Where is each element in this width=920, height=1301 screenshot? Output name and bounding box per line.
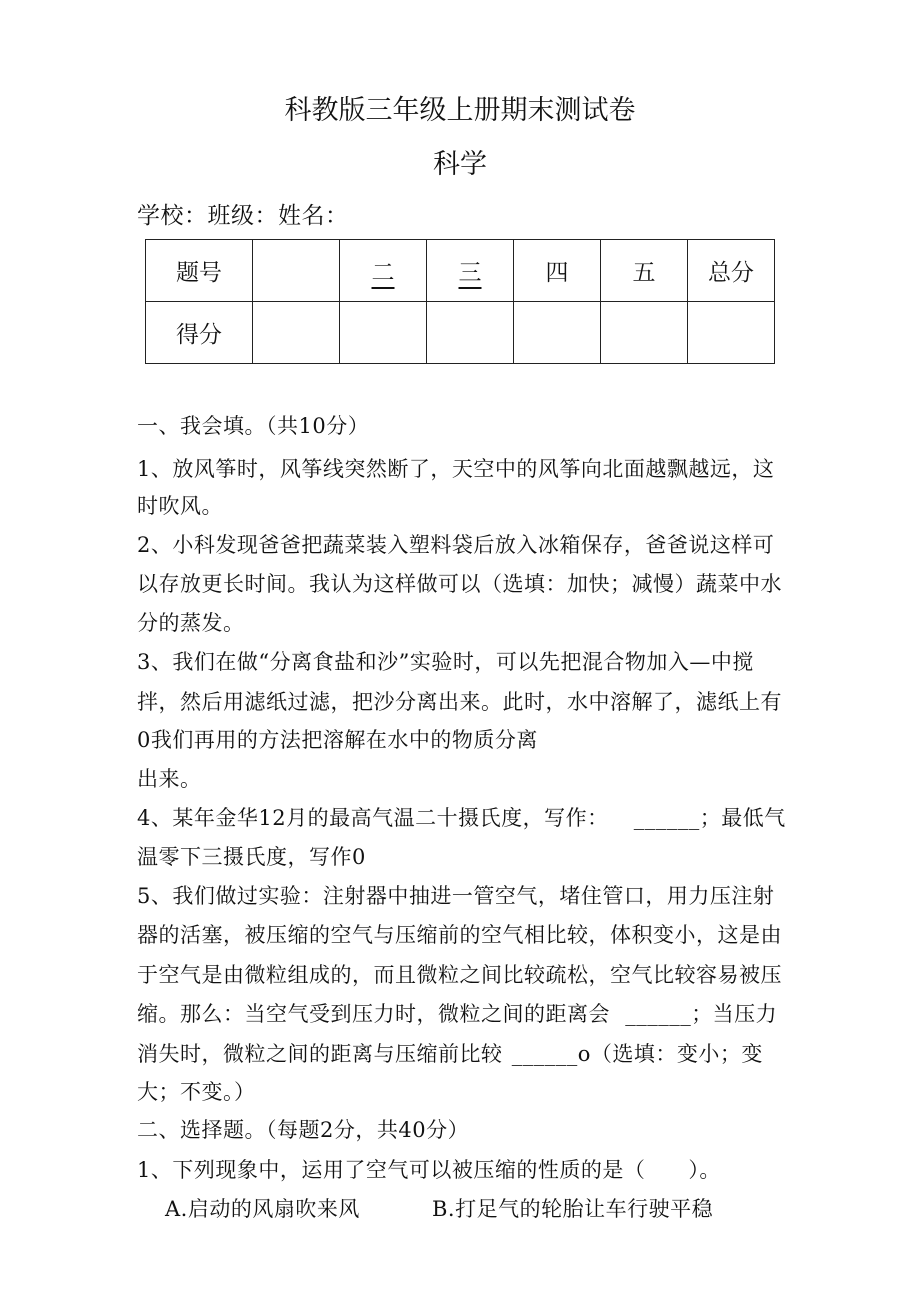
question-text — [137, 998, 777, 1028]
section1-heading: 一、我会填。（共10分） — [137, 414, 370, 438]
table-row — [146, 302, 775, 364]
question-text-part: ；当压力 — [691, 1002, 778, 1026]
table-cell: 二 — [340, 240, 427, 302]
table-cell: 五 — [601, 240, 688, 302]
table-cell — [688, 302, 775, 364]
subject-title: 科学 — [433, 149, 487, 180]
table-cell: 题号 — [146, 240, 253, 302]
table-cell — [340, 302, 427, 364]
page-title: 科教版三年级上册期末测试卷 — [284, 95, 636, 126]
table-cell — [427, 302, 514, 364]
answer-blank[interactable]: ______ — [511, 1042, 578, 1066]
question-text: 2、小科发现爸爸把蔬菜装入塑料袋后放入冰箱保存，爸爸说这样可 — [137, 533, 775, 557]
table-cell — [601, 302, 688, 364]
question-text: 0我们再用的方法把溶解在水中的物质分离 — [137, 728, 538, 752]
question-text-part: 缩。那么：当空气受到压力时，微粒之间的距离会 — [137, 1002, 610, 1026]
table-cell — [253, 240, 340, 302]
answer-blank[interactable]: ______ — [633, 806, 700, 830]
question-text: 3、我们在做“分离食盐和沙”实验时，可以先把混合物加入—中搅 — [137, 650, 754, 674]
question-text-part: 消失时，微粒之间的距离与压缩前比较 — [137, 1042, 503, 1066]
question-text: 大；不变。） — [137, 1080, 256, 1104]
question-text-part: 4、某年金华12月的最高气温二十摄氏度，写作： — [137, 806, 609, 830]
question-text: 5、我们做过实验：注射器中抽进一管空气，堵住管口，用力压注射 — [137, 884, 775, 908]
table-cell — [253, 302, 340, 364]
question-text: 温零下三摄氏度，写作0 — [137, 845, 366, 869]
question-text — [137, 1038, 763, 1068]
question-text — [137, 802, 786, 832]
table-row — [146, 240, 775, 302]
option-a: A.启动的风扇吹来风 — [165, 1197, 360, 1221]
question-text-part: ；最低气 — [699, 806, 786, 830]
question-text: 以存放更长时间。我认为这样做可以（选填：加快；减慢）蔬菜中水 — [137, 572, 782, 596]
table-cell: 总分 — [688, 240, 775, 302]
table-cell: 三 — [427, 240, 514, 302]
question-text: 1、下列现象中，运用了空气可以被压缩的性质的是（ ）。 — [137, 1158, 721, 1182]
question-text: 拌，然后用滤纸过滤，把沙分离出来。此时，水中溶解了，滤纸上有 — [137, 690, 782, 714]
section2-heading: 二、选择题。（每题2分，共40分） — [137, 1118, 470, 1142]
table-cell: 得分 — [146, 302, 253, 364]
table-cell: 四 — [514, 240, 601, 302]
answer-blank[interactable]: ______ — [625, 1002, 692, 1026]
question-text: 分的蒸发。 — [137, 611, 245, 635]
question-text: 时吹风。 — [137, 494, 223, 518]
student-info-line: 学校：班级：姓名： — [137, 203, 349, 229]
question-text: 器的活塞，被压缩的空气与压缩前的空气相比较，体积变小，这是由 — [137, 923, 782, 947]
table-cell — [514, 302, 601, 364]
question-text: 于空气是由微粒组成的，而且微粒之间比较疏松，空气比较容易被压 — [137, 963, 782, 987]
option-b: B.打足气的轮胎让车行驶平稳 — [432, 1197, 714, 1221]
score-table — [145, 239, 775, 364]
question-text: 1、放风筝时，风筝线突然断了，天空中的风筝向北面越飘越远，这 — [137, 457, 775, 481]
question-text-part: o（选填：变小；变 — [577, 1042, 763, 1066]
question-text: 出来。 — [137, 767, 202, 791]
